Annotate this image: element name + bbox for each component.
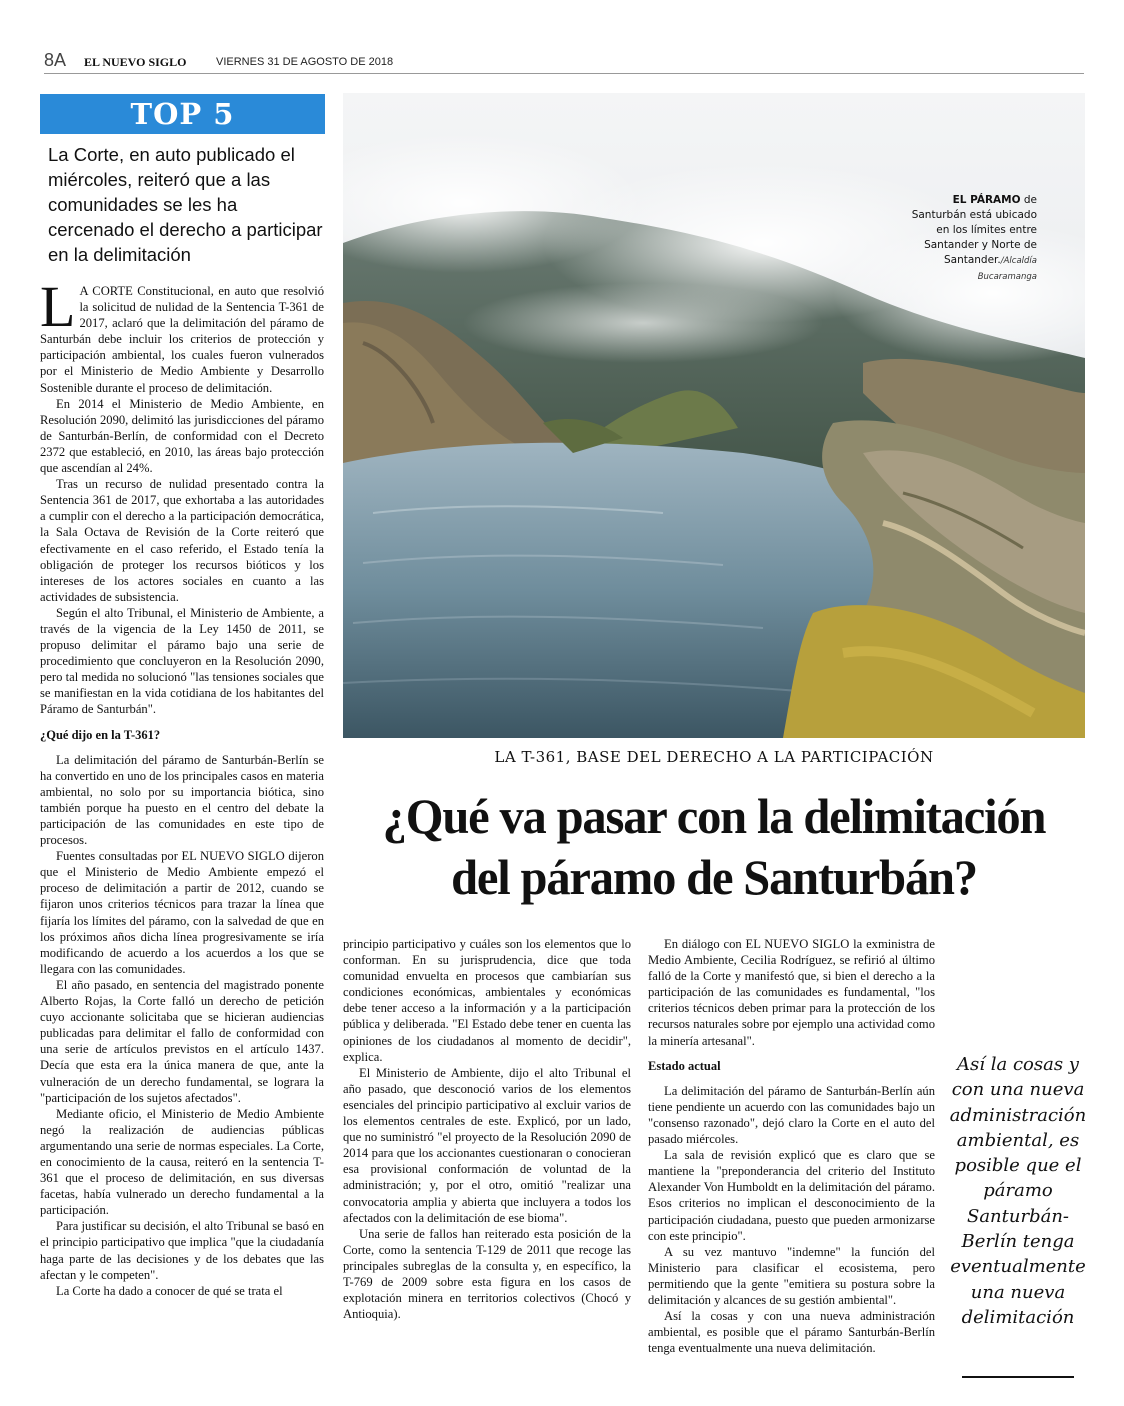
paragraph: A su vez mantuvo "indemne" la función del Ministerio para clasificar el ecosistema, pero permitiendo que la gente "emitiera su postura sobre la delimitación y alcances de su gestión ambiental". [648,1244,935,1307]
paragraph: La Corte ha dado a conocer de qué se trata el [56,1283,283,1298]
pull-quote: Así la cosas y con una nueva administración ambiental, es posible que el páramo Santurbán-Berlín tenga eventualmente una nueva delimitación [949,1054,1087,1328]
paragraph: La delimitación del páramo de Santurbán-Berlín se ha convertido en uno de los principales casos en materia ambiental, no solo por su importancia biótica, sino también porque ha puesto en el centro del debate la participación de las comunidades en este tipo de procesos. [40,752,324,848]
top5-banner [40,94,325,134]
paramo-photo [343,93,1085,738]
lead-text: A CORTE Constitucional, en auto que resolvió la solicitud de nulidad de la Sentencia T-361 de 2017, aclaró que la delimitación del páramo de Santurbán debe incluir los criterios de protección y participación ambiental, los cuales fueron vulnerados por el Ministerio de Medio Ambiente y Desarrollo Sostenible durante el proceso de delimitación. [40,284,324,395]
paragraph: Mediante oficio, el Ministerio de Medio Ambiente negó la realización de audiencias públicas argumentando una serie de normas especiales. La Corte, en conocimiento de la causa, reiteró en la sentencia T-361 que el proceso de delimitación, en sus diversas facetas, había vulnerado un derecho fundamental a la participación. [40,1106,324,1218]
photo-credit: /Alcaldía Bucaramanga [977,256,1037,282]
article-column-2 [343,936,631,1322]
paragraph: principio participativo y cuáles son los elementos que lo conforman. En su jurisprudencia, dice que toda comunidad envuelta en procesos que cambiarían sus condiciones económicas, ambientales y económicas debe tener acceso a la información y a la participación pública y deliberada. "El Estado debe tener en cuenta las opiniones de los ciudadanos al momento de decidir", explica. [343,937,631,1064]
issue-date: VIERNES 31 DE AGOSTO DE 2018 [216,56,394,68]
paragraph: Así la cosas y con una nueva administración ambiental, es posible que el páramo Santurbán-Berlín tenga eventualmente una nueva delimitación. [648,1309,935,1356]
paragraph: En diálogo con EL NUEVO SIGLO la exministra de Medio Ambiente, Cecilia Rodríguez, se refirió al último falló de la Corte y manifestó que, si bien el derecho a la participación de las comunidades es fundamental, "los criterios técnicos deben primar para la protección de los recursos naturales sobre por ejemplo una actividad como la minería artesanal". [648,937,935,1048]
paragraph: Tras un recurso de nulidad presentado contra la Sentencia 361 de 2017, que exhortaba a las autoridades a cumplir con el derecho a la participación democrática, la Sala Octava de Revisión de la Corte reiteró que efectivamente en el caso referido, el Estado tenía la obligación de proteger los recursos bióticos y los intereses de los actores sociales en cuanto a las actividades de subsistencia. [40,477,324,604]
paragraph: Una serie de fallos han reiterado esta posición de la Corte, como la sentencia T-129 de 2011 que recoge las principales subreglas de la consulta y, en específico, la T-769 de 2009 sobre esta figura en los casos de explotación minera en territorios colectivos (Chocó y Antioquia). [343,1226,631,1322]
paragraph: En 2014 el Ministerio de Medio Ambiente, en Resolución 2090, delimitó las jurisdicciones del páramo de Santurbán-Berlín, de conformidad con el Decreto 2372 que estableció, en 2010, las áreas bajo protección que ascendían al 24%. [40,396,324,476]
subheading-estado-actual: Estado actual [648,1058,721,1073]
paragraph: El año pasado, en sentencia del magistrado ponente Alberto Rojas, la Corte falló un derecho de petición cuyo accionante solicitaba que se hicieran audiencias publicadas para delimitar el fallo de conformidad con una serie de artículos previstos en el artículo 1437. Decía que esta era la única manera de que, ante la vulneración de un derecho fundamental, se lograra la "participación de los sujetos afectados". [40,977,324,1105]
paragraph: La sala de revisión explicó que es claro que se mantiene la "preponderancia del criterio del Instituto Alexander Von Humboldt en la delimitación del páramo. Esos criterios no implican el desconocimiento de la participación ciudadana, puesto que pueden armonizarse con este principio". [648,1148,935,1243]
paragraph: El Ministerio de Ambiente, dijo el alto Tribunal el año pasado, que desconoció varios de los elementos esenciales del principio participativo al excluir varios de los elementos centrales de este. Explicó, por un lado, que no suministró "el proyecto de la Resolución 2090 de 2014 para que los accionantes cuestionaran o conocieran esa provisional conformación de voluntad de la administración; y, por el otro, omitió "realizar una convocatoria amplia y abierta que incluyera a todos los afectados con la delimitación de ese bioma". [343,1065,631,1225]
lead-paragraph [40,274,324,396]
pull-quote-rule [962,1376,1074,1378]
caption-bold: EL PÁRAMO [952,194,1021,206]
article-column-3 [648,936,935,1356]
top5-label: TOP 5 [130,97,235,131]
lagoon-landscape-image [343,93,1085,738]
kicker: LA T-361, BASE DEL DERECHO A LA PARTICIPACIÓN [494,748,934,766]
paragraph: Para justificar su decisión, el alto Tribunal se basó en el principio participativo que implica "que la ciudadanía haga parte de las decisiones y de los debates que las afectan y le competen". [40,1219,324,1282]
subheading-t361: ¿Qué dijo en la T-361? [40,727,161,742]
paragraph: Según el alto Tribunal, el Ministerio de Ambiente, a través de la vigencia de la Ley 1450 de 2011, se propuso delimitar el páramo bajo una serie de procedimiento que concluyeron en la Resolución 2090, pero tal medida no solucionó "las tensiones sociales que se manifiestan en la vida cotidiana de los habitantes del Páramo de Santurbán". [40,605,324,717]
paragraph: La delimitación del páramo de Santurbán-Berlín aún tiene pendiente un acuerdo con las comunidades bajo un "consenso razonado", dejó claro la Corte en el auto del pasado miércoles. [648,1083,935,1147]
photo-caption [897,193,1037,285]
newspaper-name: EL NUEVO SIGLO [84,55,187,69]
page-header [44,50,1084,74]
drop-cap: L [40,274,76,339]
caption-text: de Santurbán está ubicado en los límites entre Santander y Norte de Santander. [911,194,1037,266]
page-number: 8A [44,50,67,70]
header-rule [44,73,1084,74]
article-column-1 [40,274,324,1299]
top5-summary: La Corte, en auto publicado el miércoles, reiteró que a las comunidades se les ha cercenado el derecho a participar en la delimitación [48,144,323,265]
headline: ¿Qué va pasar con la delimitación del páramo de Santurbán? [382,788,1046,905]
paragraph: Fuentes consultadas por EL NUEVO SIGLO dijeron que el Ministerio de Medio Ambiente empezó el proceso de delimitación a partir de 2012, cuando se fijaron unos criterios técnicos para trazar la línea que fijaría los límites del páramo, con la salvedad de que en los próximos años dicha línea progresivamente se iría modificando de acuerdo a los acuerdos a los que se llegara con las comunidades. [40,849,324,976]
